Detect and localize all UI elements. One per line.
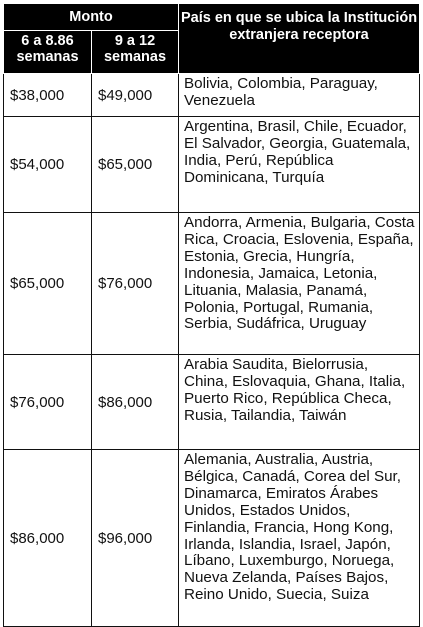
amount-9-12-weeks: $49,000 [92,74,179,117]
amount-9-12-weeks: $96,000 [92,450,179,627]
table-row [4,74,420,117]
country-list: Bolivia, Colombia, Paraguay, Venezuela [179,74,420,117]
header-6-8-weeks-line1: 6 a 8.86 [21,32,74,49]
table-row [4,117,420,213]
funding-table [3,3,420,627]
header-country: País en que se ubica la Institución extranjera receptora [179,4,420,74]
table-header [4,4,420,74]
amount-6-8-weeks: $65,000 [4,213,92,355]
table-row [4,213,420,355]
country-list: Argentina, Brasil, Chile, Ecuador, El Salvador, Georgia, Guatemala, India, Perú, República Dominicana, Turquía [179,117,420,213]
header-6-8-weeks-line2: semanas [16,49,79,66]
amount-6-8-weeks: $54,000 [4,117,92,213]
header-9-12-weeks [92,30,179,73]
amount-9-12-weeks: $65,000 [92,117,179,213]
table-row [4,355,420,450]
country-list: Arabia Saudita, Bielorrusia, China, Eslovaquia, Ghana, Italia, Puerto Rico, República Checa, Rusia, Tailandia, Taiwán [179,355,420,450]
header-6-8-weeks [4,30,92,73]
amount-9-12-weeks: $86,000 [92,355,179,450]
header-monto: Monto [4,4,179,31]
funding-table-document [3,3,419,627]
table-body [4,74,420,627]
amount-6-8-weeks: $76,000 [4,355,92,450]
amount-6-8-weeks: $86,000 [4,450,92,627]
amount-6-8-weeks: $38,000 [4,74,92,117]
header-9-12-weeks-line2: semanas [103,49,167,66]
table-row [4,450,420,627]
country-list: Alemania, Australia, Austria, Bélgica, Canadá, Corea del Sur, Dinamarca, Emiratos Árabes Unidos, Estados Unidos, Finlandia, Francia, Hong Kong, Irlanda, Islandia, Israel, Japón, Líbano, Luxemburgo, Noruega, Nueva Zelanda, Países Bajos, Reino Unido, Suecia, Suiza [179,450,420,627]
country-list: Andorra, Armenia, Bulgaria, Costa Rica, Croacia, Eslovenia, España, Estonia, Grecia, Hungría, Indonesia, Jamaica, Letonia, Lituania, Malasia, Panamá, Polonia, Portugal, Rumania, Serbia, Sudáfrica, Uruguay [179,213,420,355]
header-9-12-weeks-line1: 9 a 12 [114,32,156,49]
amount-9-12-weeks: $76,000 [92,213,179,355]
